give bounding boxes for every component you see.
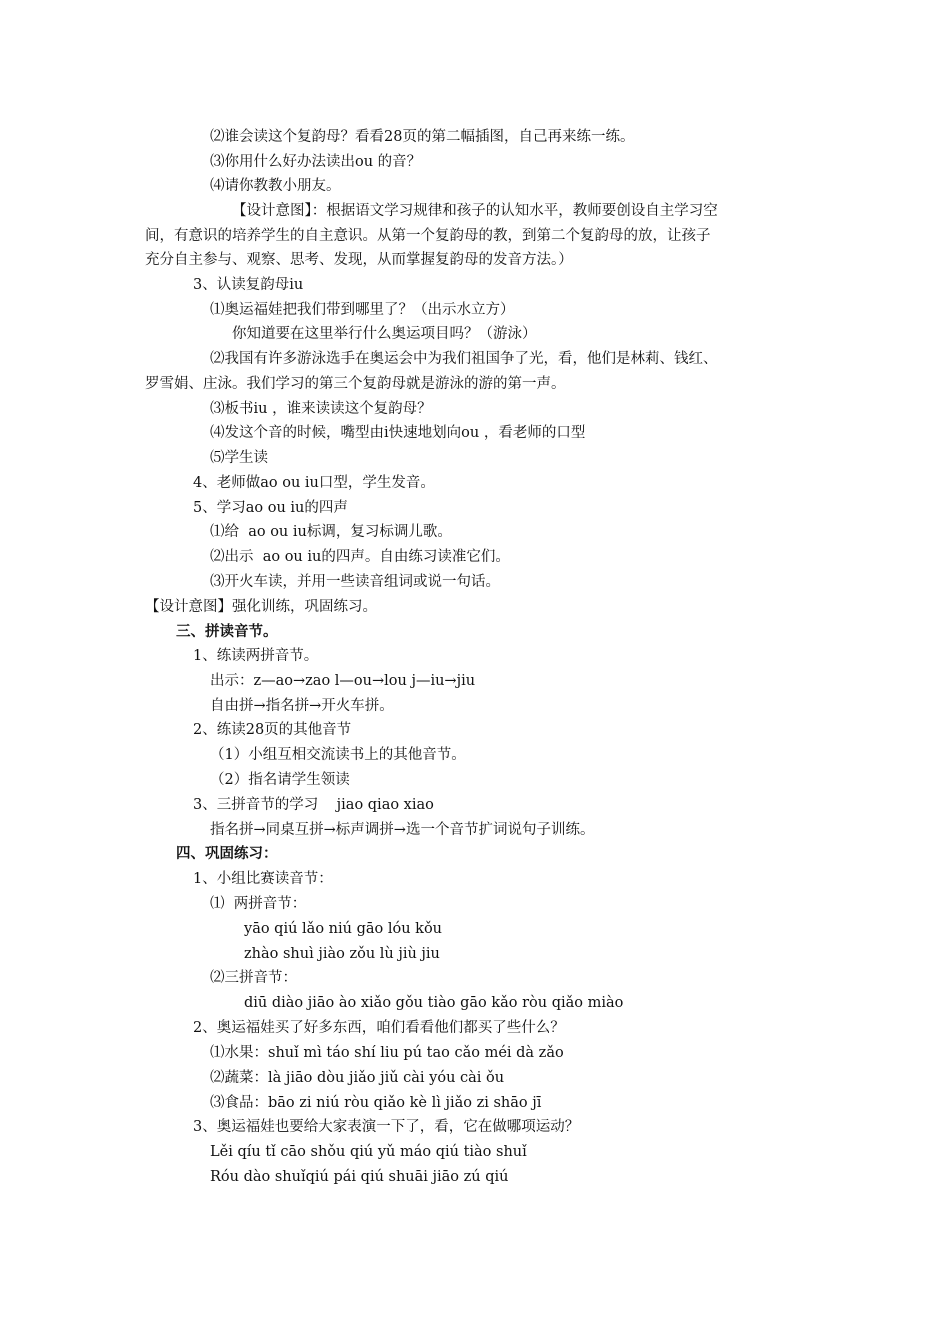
pinyin-line: Lěi qíu tǐ cāo shǒu qiú yǔ máo qiú tiào shuǐ xyxy=(210,1144,527,1160)
text-line: 间，有意识的培养学生的自主意识。从第一个复韵母的教，到第二个复韵母的放，让孩子 xyxy=(145,228,711,244)
text-line: 指名拼→同桌互拼→标声调拼→选一个音节扩词说句子训练。 xyxy=(210,822,595,838)
text-line: ⑶食品：bāo zi niú ròu qiǎo kè lì jiǎo zi shāo jī xyxy=(210,1095,542,1111)
text-line: ⑴奥运福娃把我们带到哪里了？（出示水立方） xyxy=(210,302,515,318)
section-heading: 三、拼读音节。 xyxy=(176,623,278,640)
design-intent-line: 【设计意图】强化训练，巩固练习。 xyxy=(145,599,377,615)
section-item-heading: 4、老师做ao ou iu口型，学生发音。 xyxy=(193,475,435,491)
design-intent-line: 【设计意图】：根据语文学习规律和孩子的认知水平，教师要创设自主学习空 xyxy=(232,203,718,219)
text-line: ⑵出示 ao ou iu的四声。自由练习读准它们。 xyxy=(210,549,510,565)
section-item-heading: 3、认读复韵母iu xyxy=(193,277,304,293)
text-line: ⑴ 两拼音节： xyxy=(210,896,307,912)
section-item-heading: 1、小组比赛读音节： xyxy=(193,871,333,887)
section-item-heading: 5、学习ao ou iu的四声 xyxy=(193,500,348,516)
section-heading: 四、巩固练习： xyxy=(176,845,278,862)
text-line: 罗雪娟、庄泳。我们学习的第三个复韵母就是游泳的游的第一声。 xyxy=(145,376,566,392)
text-line: ⑷请你教教小朋友。 xyxy=(210,178,341,194)
pinyin-line: zhào shuì jiào zǒu lù jiù jiu xyxy=(244,946,440,962)
text-line: ⑵谁会读这个复韵母？看看28页的第二幅插图，自己再来练一练。 xyxy=(210,129,635,145)
section-item-heading: 3、三拼音节的学习 jiao qiao xiao xyxy=(193,797,434,813)
text-line: 你知道要在这里举行什么奥运项目吗？（游泳） xyxy=(232,326,537,342)
text-line: ⑷发这个音的时候，嘴型由i快速地划向ou ，看老师的口型 xyxy=(210,425,586,441)
text-line: 出示：z—ao→zao l—ou→lou j—iu→jiu xyxy=(210,673,476,689)
text-line: ⑵三拼音节： xyxy=(210,970,297,986)
text-line: （1）小组互相交流读书上的其他音节。 xyxy=(210,747,466,763)
pinyin-line: diū diào jiāo ào xiǎo gǒu tiào gāo kǎo ròu qiǎo miào xyxy=(244,995,624,1011)
text-line: ⑵我国有许多游泳选手在奥运会中为我们祖国争了光，看，他们是林莉、钱红、 xyxy=(210,351,718,367)
section-item-heading: 3、奥运福娃也要给大家表演一下了，看，它在做哪项运动？ xyxy=(193,1119,580,1135)
text-line: ⑶板书iu ，谁来读读这个复韵母？ xyxy=(210,401,432,417)
pinyin-line: Róu dào shuǐqiú pái qiú shuāi jiāo zú qiú xyxy=(210,1169,509,1185)
text-line: ⑸学生读 xyxy=(210,450,268,466)
text-line: （2）指名请学生领读 xyxy=(210,772,350,788)
section-item-heading: 2、练读28页的其他音节 xyxy=(193,722,352,738)
section-item-heading: 1、练读两拼音节。 xyxy=(193,648,319,664)
text-line: ⑵蔬菜：là jiāo dòu jiǎo jiǔ cài yóu cài ǒu xyxy=(210,1070,505,1086)
text-line: ⑶开火车读，并用一些读音组词或说一句话。 xyxy=(210,574,500,590)
text-line: 自由拼→指名拼→开火车拼。 xyxy=(210,698,394,714)
text-line: ⑶你用什么好办法读出ou 的音？ xyxy=(210,154,422,170)
text-line: ⑴给 ao ou iu标调，复习标调儿歌。 xyxy=(210,524,452,540)
pinyin-line: yāo qiú lǎo niú gāo lóu kǒu xyxy=(244,921,443,937)
section-item-heading: 2、奥运福娃买了好多东西，咱们看看他们都买了些什么？ xyxy=(193,1020,565,1036)
text-line: ⑴水果：shuǐ mì táo shí liu pú tao cǎo méi dà zǎo xyxy=(210,1045,564,1061)
text-line: 充分自主参与、观察、思考、发现，从而掌握复韵母的发音方法。） xyxy=(145,252,573,268)
